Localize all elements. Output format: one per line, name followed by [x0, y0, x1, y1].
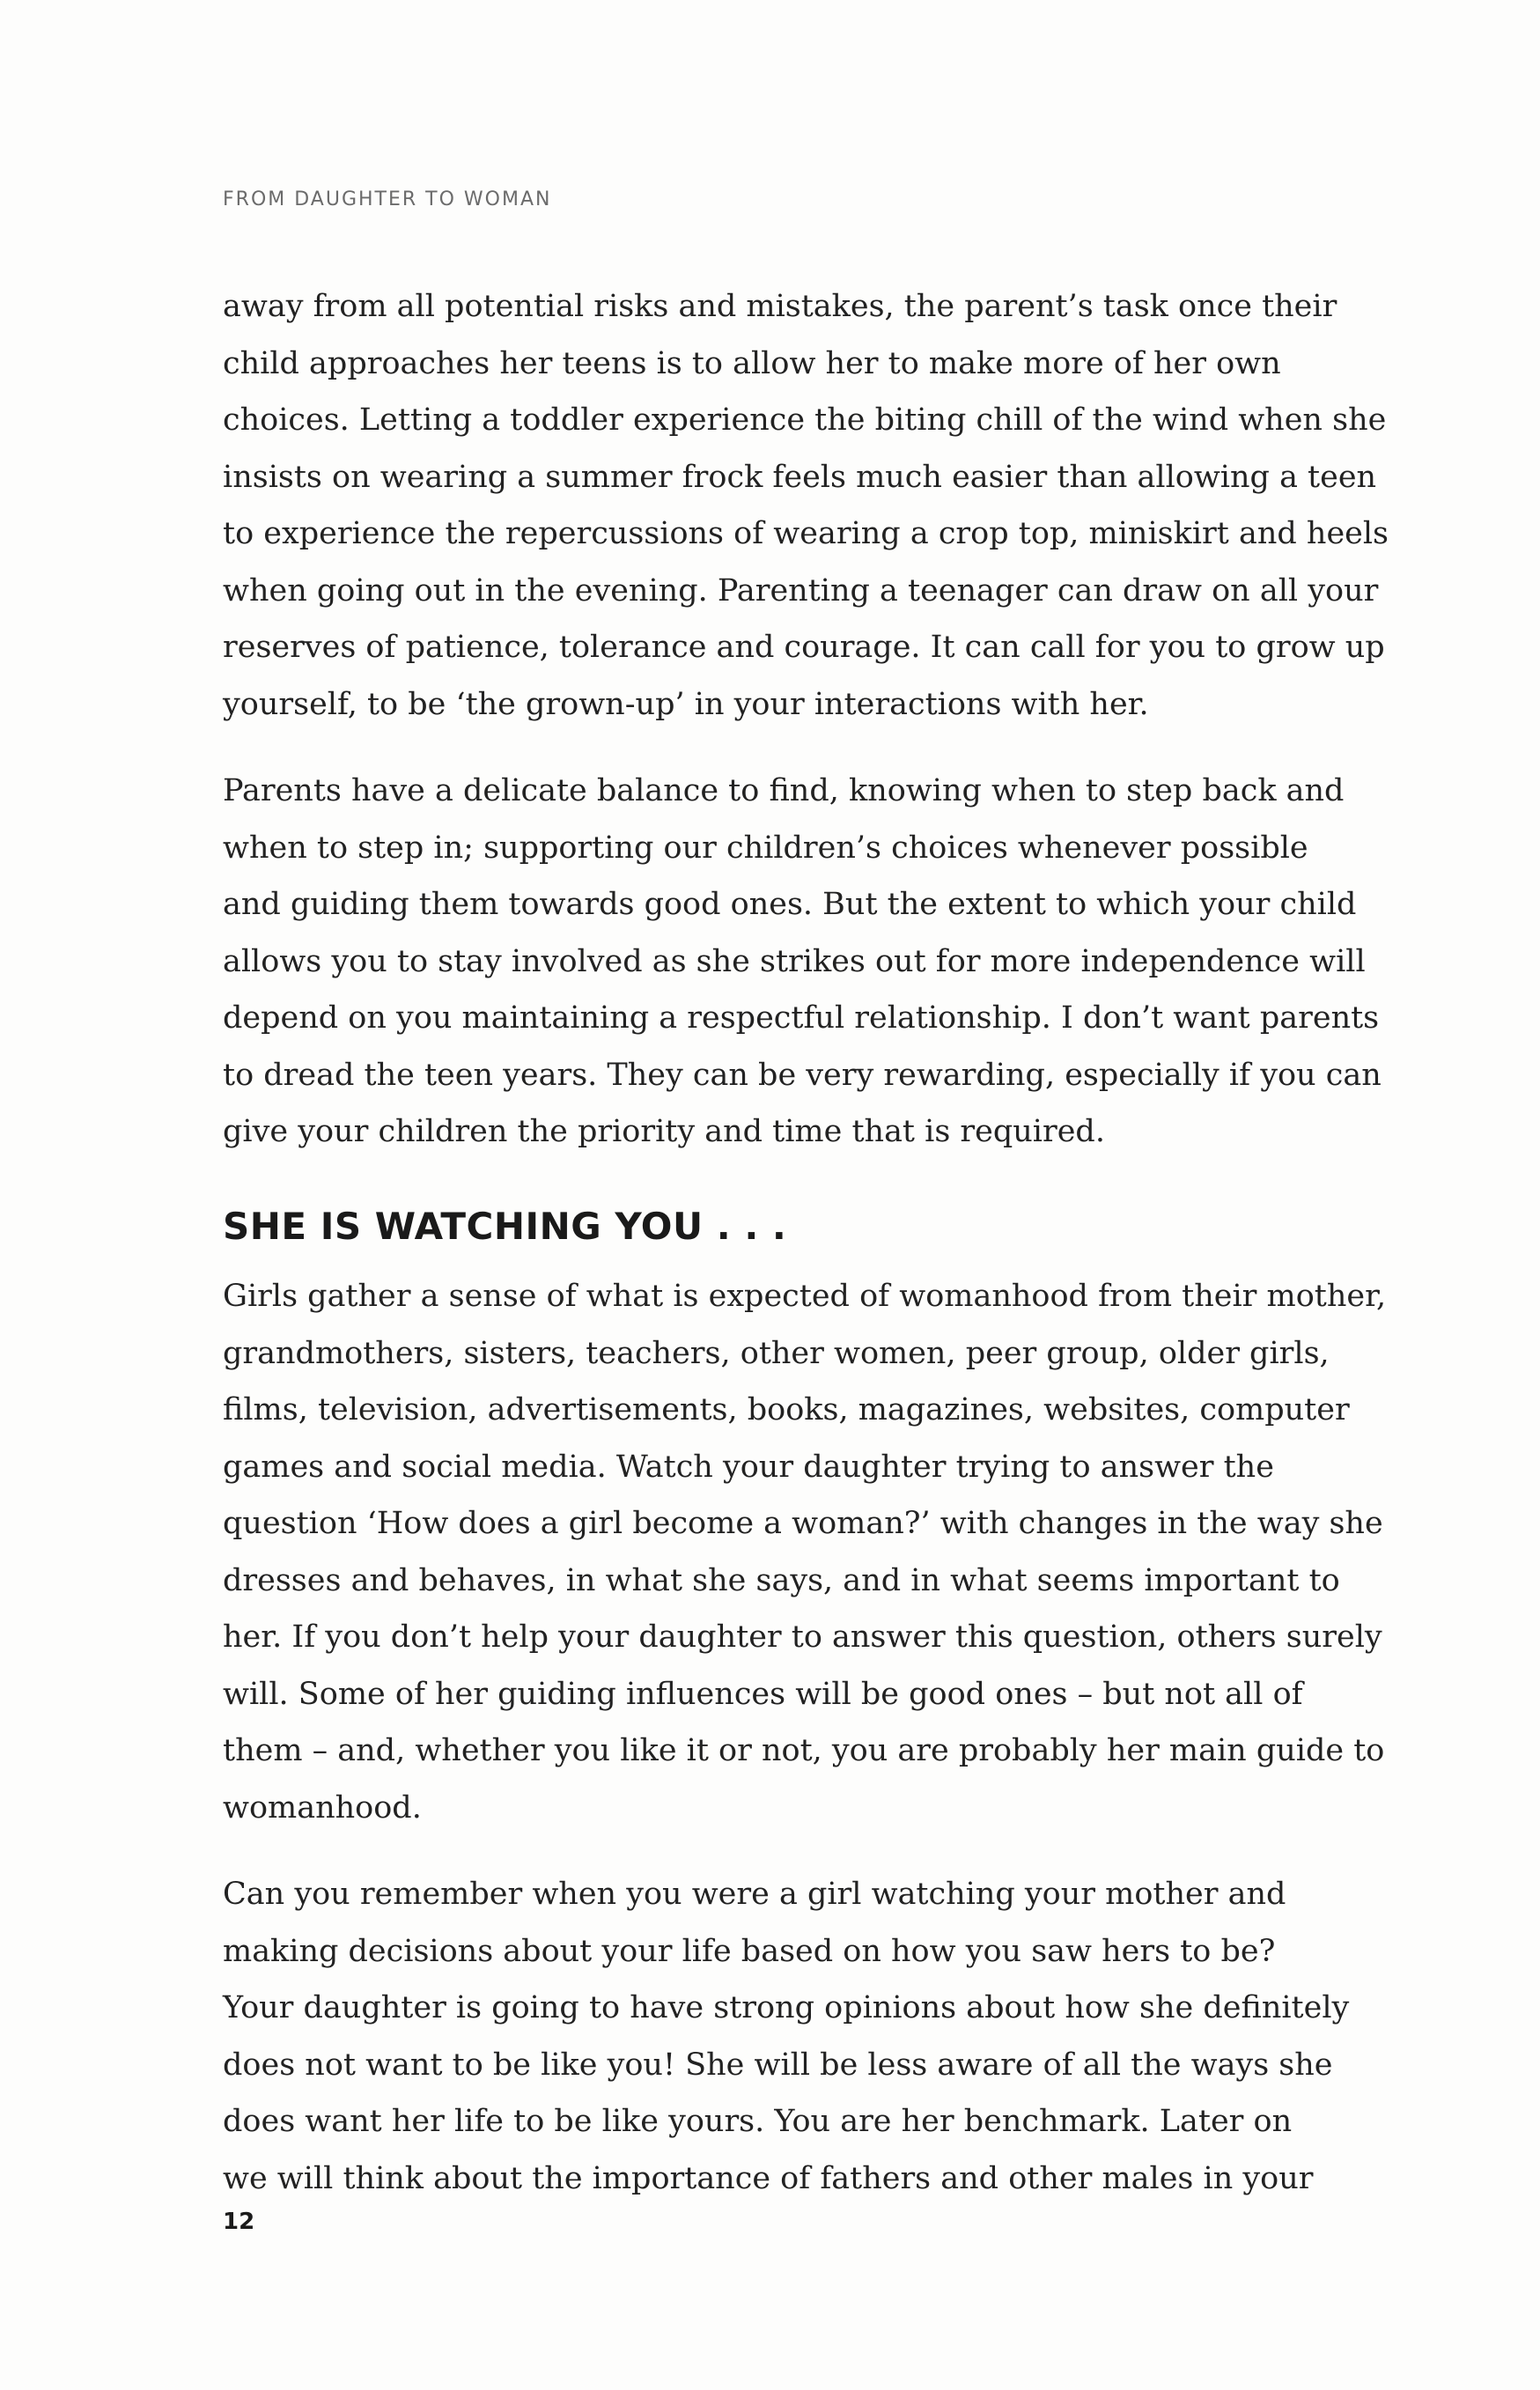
- text-line: Can you remember when you were a girl watching your mother and: [223, 1877, 1286, 1912]
- text-line: them – and, whether you like it or not, you are probably her main guide to: [223, 1733, 1385, 1768]
- text-line: child approaches her teens is to allow her to make more of her own: [223, 345, 1281, 381]
- text-line: away from all potential risks and mistakes, the parent’s task once their: [223, 289, 1337, 324]
- text-line: Girls gather a sense of what is expected of womanhood from their mother,: [223, 1279, 1387, 1314]
- text-line: to experience the repercussions of wearing a crop top, miniskirt and heels: [223, 516, 1389, 551]
- text-line: yourself, to be ‘the grown-up’ in your interactions with her.: [223, 686, 1149, 722]
- text-line: reserves of patience, tolerance and courage. It can call for you to grow up: [223, 630, 1385, 665]
- paragraph-2: [223, 763, 1394, 1161]
- text-line: give your children the priority and time that is required.: [223, 1114, 1105, 1149]
- text-line: insists on wearing a summer frock feels much easier than allowing a teen: [223, 459, 1377, 495]
- text-line: to dread the teen years. They can be very rewarding, especially if you can: [223, 1057, 1382, 1093]
- paragraph-4: [223, 1866, 1394, 2207]
- text-line: films, television, advertisements, books, magazines, websites, computer: [223, 1392, 1350, 1427]
- paragraph-3: [223, 1268, 1394, 1836]
- text-line: Your daughter is going to have strong opinions about how she definitely: [223, 1990, 1350, 2025]
- page-number: 12: [223, 2209, 255, 2235]
- text-line: choices. Letting a toddler experience the biting chill of the wind when she: [223, 402, 1387, 438]
- text-line: allows you to stay involved as she strikes out for more independence will: [223, 943, 1366, 979]
- text-line: making decisions about your life based on how you saw hers to be?: [223, 1933, 1276, 1969]
- text-line: grandmothers, sisters, teachers, other women, peer group, older girls,: [223, 1335, 1330, 1371]
- text-line: when going out in the evening. Parenting a teenager can draw on all your: [223, 572, 1379, 609]
- paragraph-text: [223, 763, 1394, 1161]
- text-line: womanhood.: [223, 1789, 422, 1826]
- paragraph-1: [223, 278, 1394, 733]
- text-line: we will think about the importance of fathers and other males in your: [223, 2160, 1314, 2196]
- text-line: does want her life to be like yours. You are her benchmark. Later on: [223, 2104, 1293, 2139]
- text-line: will. Some of her guiding influences will be good ones – but not all of: [223, 1676, 1303, 1712]
- running-head: FROM DAUGHTER TO WOMAN: [223, 188, 552, 210]
- text-line: Parents have a delicate balance to find, knowing when to step back and: [223, 773, 1345, 808]
- text-line: and guiding them towards good ones. But the extent to which your child: [223, 887, 1357, 922]
- text-line: question ‘How does a girl become a woman?’ with changes in the way she: [223, 1506, 1383, 1541]
- paragraph-text: [223, 278, 1394, 733]
- section-heading: SHE IS WATCHING YOU . . .: [223, 1205, 787, 1248]
- paragraph-text: [223, 1866, 1394, 2207]
- text-line: her. If you don’t help your daughter to answer this question, others surely: [223, 1619, 1382, 1655]
- text-line: games and social media. Watch your daughter trying to answer the: [223, 1449, 1274, 1485]
- text-line: does not want to be like you! She will be less aware of all the ways she: [223, 2047, 1333, 2083]
- paragraph-text: [223, 1268, 1394, 1836]
- text-line: depend on you maintaining a respectful relationship. I don’t want parents: [223, 1000, 1380, 1036]
- text-line: when to step in; supporting our children’s choices whenever possible: [223, 830, 1308, 866]
- text-line: dresses and behaves, in what she says, and in what seems important to: [223, 1562, 1340, 1598]
